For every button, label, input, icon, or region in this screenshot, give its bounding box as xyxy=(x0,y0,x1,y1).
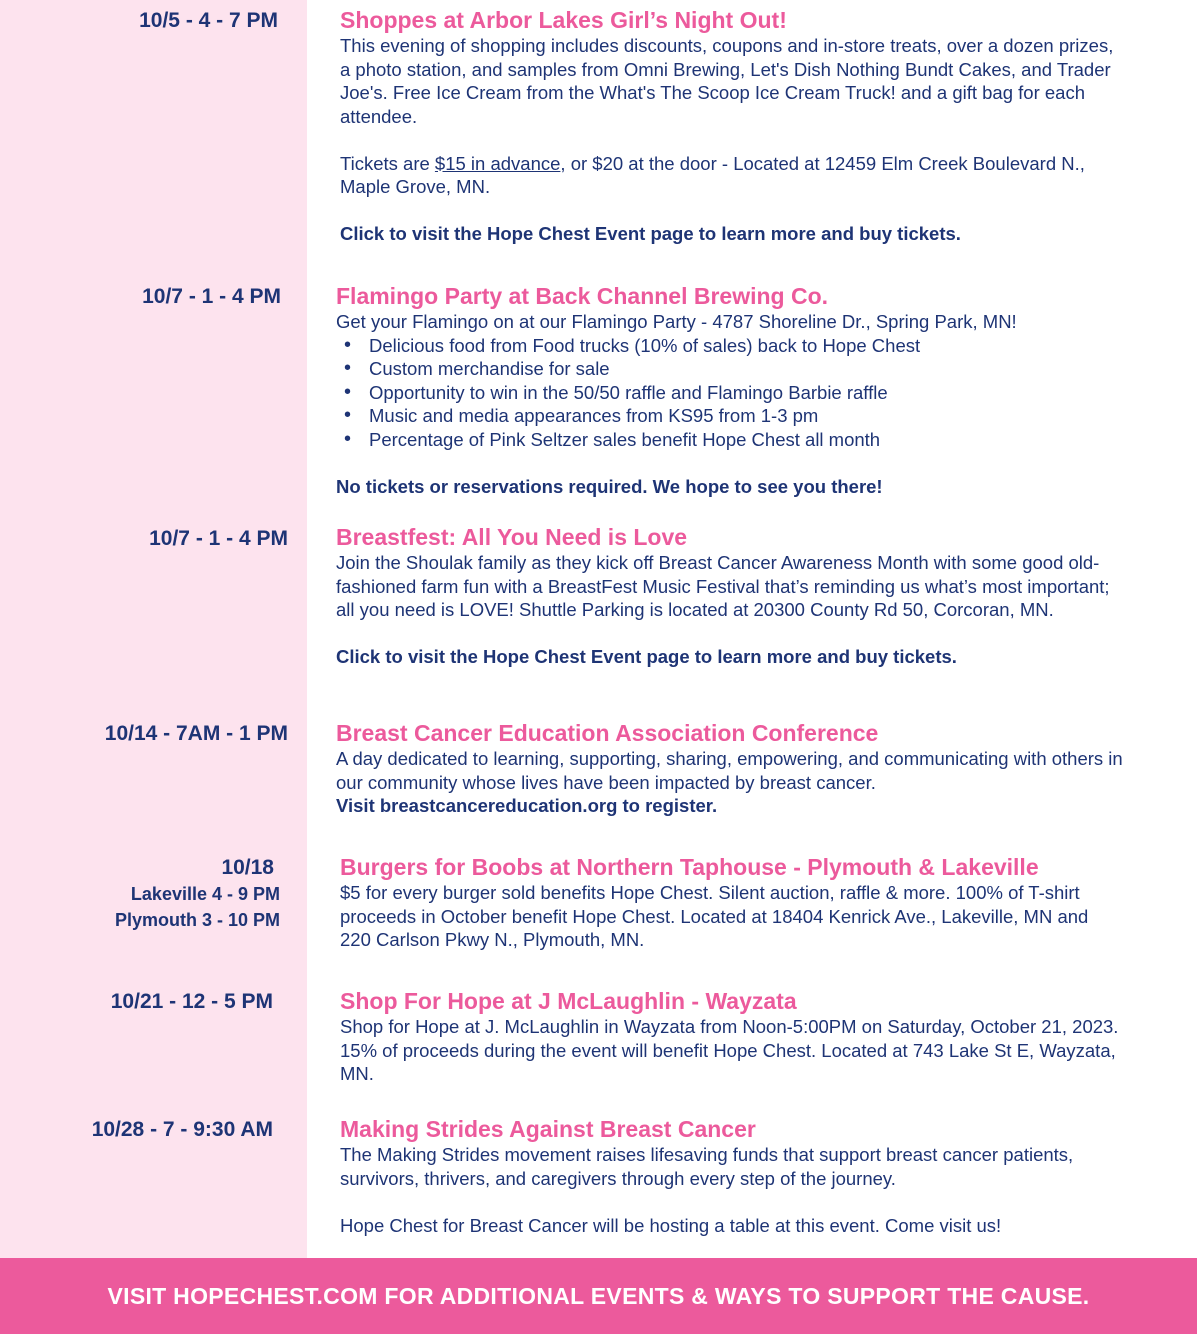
event-description: $5 for every burger sold benefits Hope Chest. Silent auction, raffle & more. 100% of T-shirt proceeds in October benefit Hope Chest. Located at 18404 Kenrick Ave., Lakeville, MN and 220 Carlson Pkwy N., Plymouth, MN. xyxy=(340,882,1089,950)
event-date: 10/18 xyxy=(221,856,274,879)
list-item: • Delicious food from Food trucks (10% of sales) back to Hope Chest xyxy=(344,334,1126,358)
event-description: Shop for Hope at J. McLaughlin in Wayzata from Noon-5:00PM on Saturday, October 21, 2023. 15% of proceeds during the event will benefit Hope Chest. Located at 743 Lake St E, Wayzata, MN. xyxy=(340,1016,1119,1084)
event-date: 10/5 - 4 - 7 PM xyxy=(139,9,278,32)
event-tickets: Tickets are $15 in advance, or $20 at the door - Located at 12459 Elm Creek Boulevard N., Maple Grove, MN. xyxy=(340,152,1085,197)
event-bullet-list xyxy=(336,334,1126,452)
event-description: Join the Shoulak family as they kick off Breast Cancer Awareness Month with some good old-fashioned farm fun with a BreastFest Music Festival that’s reminding us what’s most important; all you need is LOVE! Shuttle Parking is located at 20300 County Rd 50, Corcoran, MN. xyxy=(336,552,1110,620)
event-date: 10/7 - 1 - 4 PM xyxy=(142,285,281,308)
event-breastfest xyxy=(336,523,1116,669)
event-description: The Making Strides movement raises lifesaving funds that support breast cancer patients, survivors, thrivers, and caregivers through every step of the journey. xyxy=(340,1144,1074,1189)
list-item: • Custom merchandise for sale xyxy=(344,357,1126,381)
event-date: 10/21 - 12 - 5 PM xyxy=(110,990,273,1013)
event-title[interactable]: Flamingo Party at Back Channel Brewing Co. xyxy=(336,283,829,309)
event-shop-for-hope xyxy=(340,987,1120,1086)
event-title[interactable]: Breast Cancer Education Association Conference xyxy=(336,720,879,746)
event-date: 10/7 - 1 - 4 PM xyxy=(149,527,288,550)
list-item: • Percentage of Pink Seltzer sales benefit Hope Chest all month xyxy=(344,428,1126,452)
event-date-plymouth: Plymouth 3 - 10 PM xyxy=(114,910,280,930)
event-title[interactable]: Shop For Hope at J McLaughlin - Wayzata xyxy=(340,988,797,1014)
event-description: This evening of shopping includes discounts, coupons and in-store treats, over a dozen prizes, a photo station, and samples from Omni Brewing, Let's Dish Nothing Bundt Cakes, and Trader Joe's. Free Ice Cream from the What's The Scoop Ice Cream Truck! and a gift bag for each attendee. xyxy=(340,35,1114,127)
event-note: Hope Chest for Breast Cancer will be hosting a table at this event. Come visit us! xyxy=(340,1214,1002,1236)
event-cta-link[interactable]: Click to visit the Hope Chest Event page to learn more and buy tickets. xyxy=(336,646,957,667)
event-title[interactable]: Breastfest: All You Need is Love xyxy=(336,524,688,550)
event-date-lakeville: Lakeville 4 - 9 PM xyxy=(130,884,280,904)
tickets-link[interactable]: $15 in advance xyxy=(434,152,561,174)
event-intro: Get your Flamingo on at our Flamingo Party - 4787 Shoreline Dr., Spring Park, MN! xyxy=(336,311,1017,332)
date-column-background xyxy=(0,0,307,1258)
event-date: 10/28 - 7 - 9:30 AM xyxy=(91,1118,273,1141)
event-cta-link[interactable]: Click to visit the Hope Chest Event page to learn more and buy tickets. xyxy=(340,223,961,244)
event-flamingo-party xyxy=(336,282,1126,498)
event-title[interactable]: Shoppes at Arbor Lakes Girl’s Night Out! xyxy=(340,7,787,33)
event-date-block xyxy=(40,855,280,933)
event-bcea-conference xyxy=(336,719,1126,818)
event-description: A day dedicated to learning, supporting, sharing, empowering, and communicating with others in our community whose lives have been impacted by breast cancer. xyxy=(336,748,1123,793)
event-burgers-for-boobs xyxy=(340,853,1120,952)
list-item: • Opportunity to win in the 50/50 raffle and Flamingo Barbie raffle xyxy=(344,381,1126,405)
event-title[interactable]: Burgers for Boobs at Northern Taphouse - Plymouth & Lakeville xyxy=(340,854,1039,880)
event-shoppes-arbor-lakes xyxy=(340,6,1120,246)
event-title[interactable]: Making Strides Against Breast Cancer xyxy=(340,1116,756,1142)
event-register-link[interactable]: Visit breastcancereducation.org to register. xyxy=(336,795,718,816)
event-making-strides xyxy=(340,1115,1120,1237)
event-date: 10/14 - 7AM - 1 PM xyxy=(104,722,288,745)
list-item: • Music and media appearances from KS95 from 1-3 pm xyxy=(344,404,1126,428)
event-cta: No tickets or reservations required. We hope to see you there! xyxy=(336,475,883,497)
footer-banner[interactable]: VISIT HOPECHEST.COM FOR ADDITIONAL EVENTS & WAYS TO SUPPORT THE CAUSE. xyxy=(0,1258,1197,1334)
